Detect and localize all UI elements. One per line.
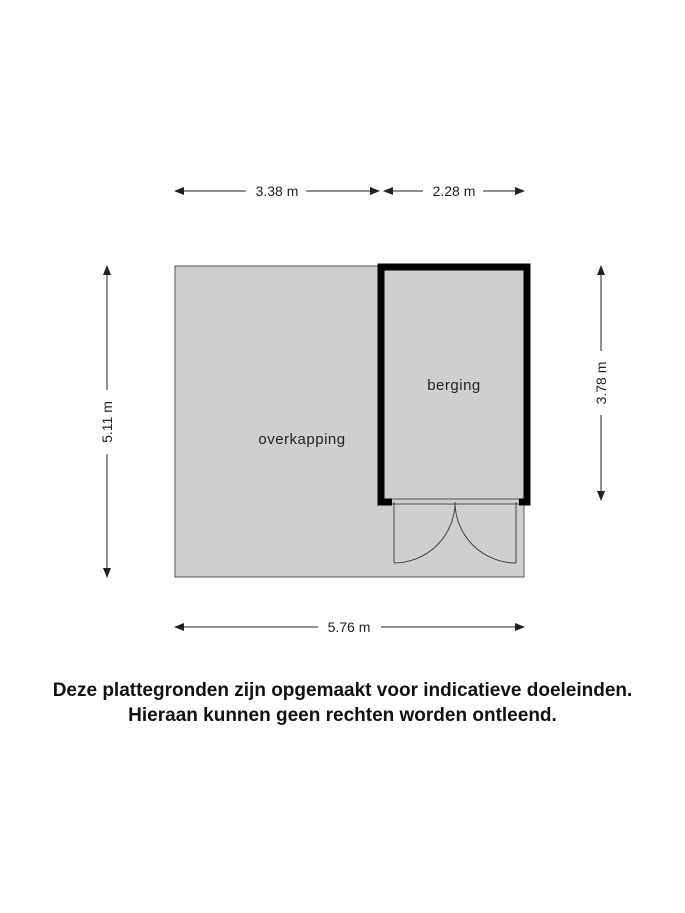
dimension-label-right: 3.78 m [593, 361, 609, 405]
dimension-label-bottom: 5.76 m [327, 619, 371, 635]
dimension-left [99, 266, 115, 577]
disclaimer-line-2: Hieraan kunnen geen rechten worden ontleend. [128, 705, 557, 726]
dimension-right [593, 266, 609, 500]
dimension-top-right [384, 183, 524, 199]
dimension-top-left [175, 183, 379, 199]
dimension-label-top-left: 3.38 m [255, 183, 299, 199]
dimension-bottom [175, 619, 524, 635]
room-label-berging: berging [427, 377, 481, 394]
dimension-label-left: 5.11 m [99, 401, 115, 443]
room-label-overkapping: overkapping [258, 431, 346, 448]
disclaimer-line-1: Deze plattegronden zijn opgemaakt voor indicatieve doeleinden. [52, 680, 633, 701]
dimension-label-top-right: 2.28 m [432, 183, 476, 199]
